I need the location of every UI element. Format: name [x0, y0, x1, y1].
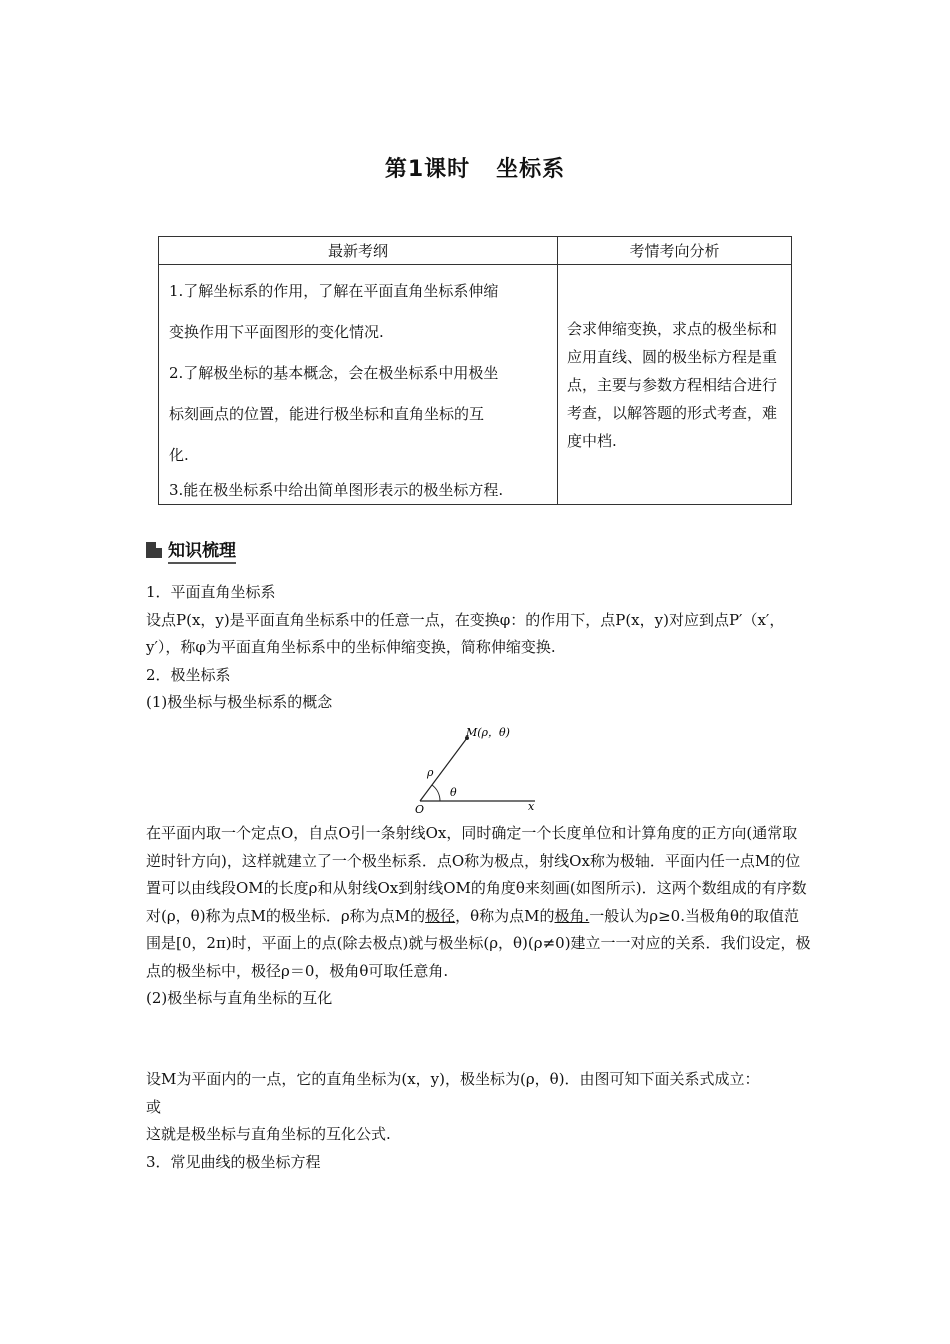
term-polar-radius: 极径 — [425, 906, 456, 925]
requirement-line: 2.了解极坐标的基本概念，会在极坐标系中用极坐 — [169, 364, 499, 382]
requirement-line: 化. — [169, 446, 189, 464]
paragraph-conversion: 设M为平面内的一点，它的直角坐标为(x，y)，极坐标为(ρ，θ)．由图可知下面关系式成立： — [146, 1070, 760, 1088]
header-analysis: 考情考向分析 — [558, 237, 792, 265]
paragraph-polar-definition — [146, 820, 812, 985]
section-heading — [146, 536, 236, 564]
origin-label: O — [415, 803, 425, 814]
syllabus-table — [158, 236, 792, 505]
heading-cartesian: 1．平面直角坐标系 — [146, 583, 276, 601]
text-run: 在平面内取一个定点O，自点O引一条射线Ox，同时确定一个长度单位和计算角度的正方向(通常取逆时针方向)，这样就建立了一个极坐标系．点O称为极点，射线Ox称为极轴．平面内任一点M的位置可以由线段OM的长度ρ和从射线Ox到射线OM的角度θ来刻画(如图所示)．这两个数组成的有序数对(ρ，θ)称为点M的极坐标．ρ称为点M的 — [146, 824, 807, 925]
subheading-polar-concept: (1)极坐标与极坐标系的概念 — [146, 693, 333, 711]
subheading-conversion: (2)极坐标与直角坐标的互化 — [146, 989, 333, 1007]
content-part-1 — [146, 579, 812, 717]
heading-polar: 2．极坐标系 — [146, 665, 231, 684]
paragraph-formula-note: 这就是极坐标与直角坐标的互化公式. — [146, 1125, 391, 1143]
text-run: ，θ称为点M的 — [455, 906, 555, 925]
radius-label: ρ — [427, 766, 434, 779]
exam-analysis: 会求伸缩变换，求点的极坐标和应用直线、圆的极坐标方程是重点，主要与参数方程相结合进行考查，以解答题的形式考查，难度中档. — [558, 265, 792, 505]
requirement-line: 变换作用下平面图形的变化情况. — [169, 323, 384, 341]
content-part-2 — [146, 820, 812, 1013]
polar-coordinate-figure — [410, 724, 550, 814]
header-syllabus: 最新考纲 — [159, 237, 558, 265]
lesson-number: 第1课时 — [384, 157, 471, 182]
requirement-line: 3.能在极坐标系中给出简单图形表示的极坐标方程. — [169, 481, 504, 499]
syllabus-requirements — [159, 265, 558, 505]
heading-curves: 3．常见曲线的极坐标方程 — [146, 1152, 321, 1171]
axis-label: x — [528, 800, 535, 813]
section-title: 知识梳理 — [168, 536, 236, 564]
angle-label: θ — [450, 786, 457, 799]
content-part-3 — [146, 1066, 812, 1176]
paragraph-scaling: 设点P(x，y)是平面直角坐标系中的任意一点，在变换φ：的作用下，点P(x，y)对应到点P′（x′，y′），称φ为平面直角坐标系中的坐标伸缩变换，简称伸缩变换. — [146, 610, 785, 656]
table-row — [159, 265, 792, 505]
text-run: 一般认为ρ≥0.当极角θ的取值范围是[0，2π)时，平面上的点(除去极点)就与极坐标(ρ，θ)(ρ≠0)建立一一对应的关系．我们设定，极点的极坐标中，极径ρ＝0，极角θ可取任意角. — [146, 906, 811, 980]
requirement-line: 标刻画点的位置，能进行极坐标和直角坐标的互 — [169, 405, 485, 423]
angle-arc — [432, 785, 440, 801]
lesson-topic: 坐标系 — [496, 157, 566, 182]
requirement-line: 1.了解坐标系的作用，了解在平面直角坐标系伸缩 — [169, 282, 499, 300]
section-marker-icon — [146, 542, 162, 558]
table-header-row — [159, 237, 792, 265]
term-polar-angle: 极角. — [554, 906, 590, 925]
point-label: M(ρ，θ) — [466, 726, 510, 739]
paragraph-or: 或 — [146, 1097, 162, 1116]
page-title — [0, 152, 950, 183]
